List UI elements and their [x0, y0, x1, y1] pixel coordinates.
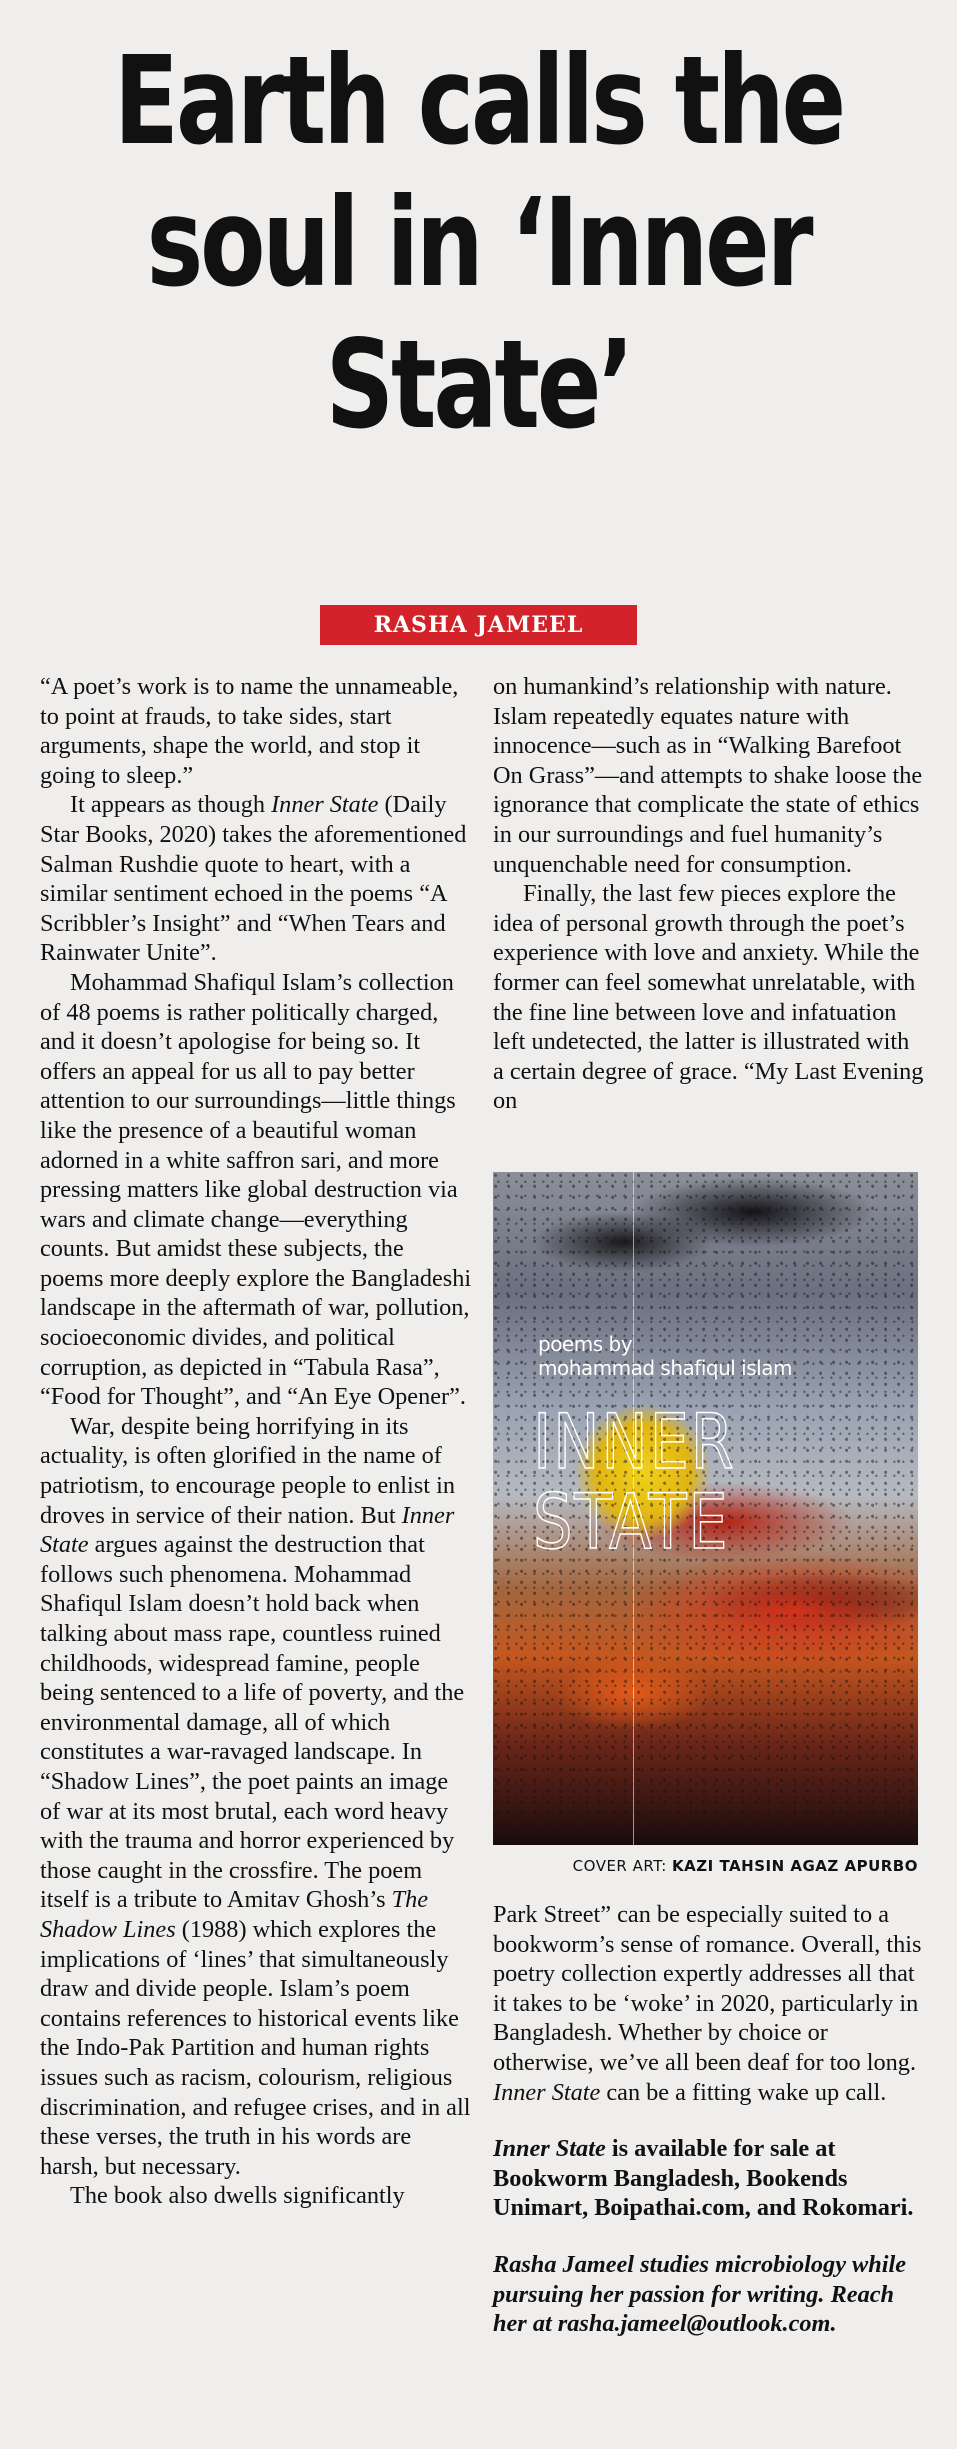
- paragraph: The book also dwells significantly: [70, 2182, 405, 2210]
- paragraph: Mohammad Shafiqul Islam’s collection of 48 poems is rather politically charged, and it doesn’t apologise for being so. It offers an appeal for us all to pay better attention to our surroundings—little things like the presence of a beautiful woman adorned in a white saffron sari, and more pressing matters like global destruction via wars and climate change—everything counts. But amidst these subjects, the poems more deeply explore the Bangladeshi landscape in the aftermath of war, pollution, socioeconomic divides, and political corruption, as depicted in “Tabula Rasa”, “Food for Thought”, and “An Eye Opener”.: [40, 968, 472, 1411]
- paragraph: on humankind’s relationship with nature. Islam repeatedly equates nature with innocence—such as in “Walking Barefoot On Grass”—and attempts to shake loose the ignorance that complicate the state of ethics in our surroundings and fuel humanity’s unquenchable need for consumption.: [493, 673, 923, 878]
- byline: RASHA JAMEEL: [320, 605, 637, 645]
- caption-artist: KAZI TAHSIN AGAZ APURBO: [672, 1857, 918, 1875]
- author-bio: Rasha Jameel studies microbiology while pursuing her passion for writing. Reach her at rasha.jameel@outlook.com.: [493, 2250, 907, 2338]
- paragraph: It appears as though Inner State (Daily Star Books, 2020) takes the aforementioned Salman Rushdie quote to heart, with a similar sentiment echoed in the poems “A Scribbler’s Insight” and “When Tears and Rainwater Unite”.: [40, 791, 467, 967]
- paragraph: War, despite being horrifying in its actuality, is often glorified in the name of patriotism, to encourage people to enlist in droves in service of their nation. But Inner State argues against the destruction that follows such phenomena. Mohammad Shafiqul Islam doesn’t hold back when talking about mass rape, countless ruined childhoods, widespread famine, people being sentenced to a life of poverty, and the environmental damage, all of which constitutes a war-ravaged landscape. In “Shadow Lines”, the poet paints an image of war at its most brutal, each word heavy with the trauma and horror experienced by those caught in the crossfire. The poem itself is a tribute to Amitav Ghosh’s The Shadow Lines (1988) which explores the implications of ‘lines’ that simultaneously draw and divide people. Islam’s poem contains references to historical events like the Indo-Pak Partition and human rights issues such as racism, colourism, religious discrimination, and refugee crises, and in all these verses, the truth in his words are harsh, but necessary.: [40, 1412, 471, 2180]
- paragraph: Finally, the last few pieces explore the idea of personal growth through the poet’s experience with love and anxiety. While the former can feel somewhat unrelatable, with the fine line between love and infatuation left undetected, the latter is illustrated with a certain degree of grace. “My Last Evening on: [493, 880, 924, 1115]
- availability-note: Inner State is available for sale at Bookworm Bangladesh, Bookends Unimart, Boipathai.com, and Rokomari.: [493, 2135, 914, 2222]
- paragraph: Park Street” can be especially suited to a bookworm’s sense of romance. Overall, this poetry collection expertly addresses all that it takes to be ‘woke’ in 2020, particularly in Bangladesh. Whether by choice or otherwise, we’ve all been deaf for too long. Inner State can be a fitting wake up call.: [493, 1901, 922, 2106]
- book-title: Inner State: [40, 1501, 455, 1559]
- image-caption: COVER ART: KAZI TAHSIN AGAZ APURBO: [572, 1857, 918, 1875]
- cover-title: INNER STATE: [533, 1397, 736, 1566]
- paragraph: “A poet’s work is to name the unnameable, to point at frauds, to take sides, start arguments, shape the world, and stop it going to sleep.”: [40, 673, 459, 789]
- left-column: [40, 672, 472, 2211]
- headline: [105, 30, 851, 456]
- headline-text: Earth calls the soul in ‘Inner State’: [113, 30, 844, 456]
- book-title: Inner State: [271, 791, 379, 819]
- book-title: Inner State: [493, 2078, 601, 2106]
- right-column-top: [493, 672, 925, 1116]
- cover-author-line: poems by mohammad shafiqul islam: [538, 1332, 792, 1380]
- book-title: The Shadow Lines: [40, 1886, 429, 1943]
- book-cover-image: [493, 1172, 918, 1845]
- right-column-bottom: [493, 1900, 925, 2339]
